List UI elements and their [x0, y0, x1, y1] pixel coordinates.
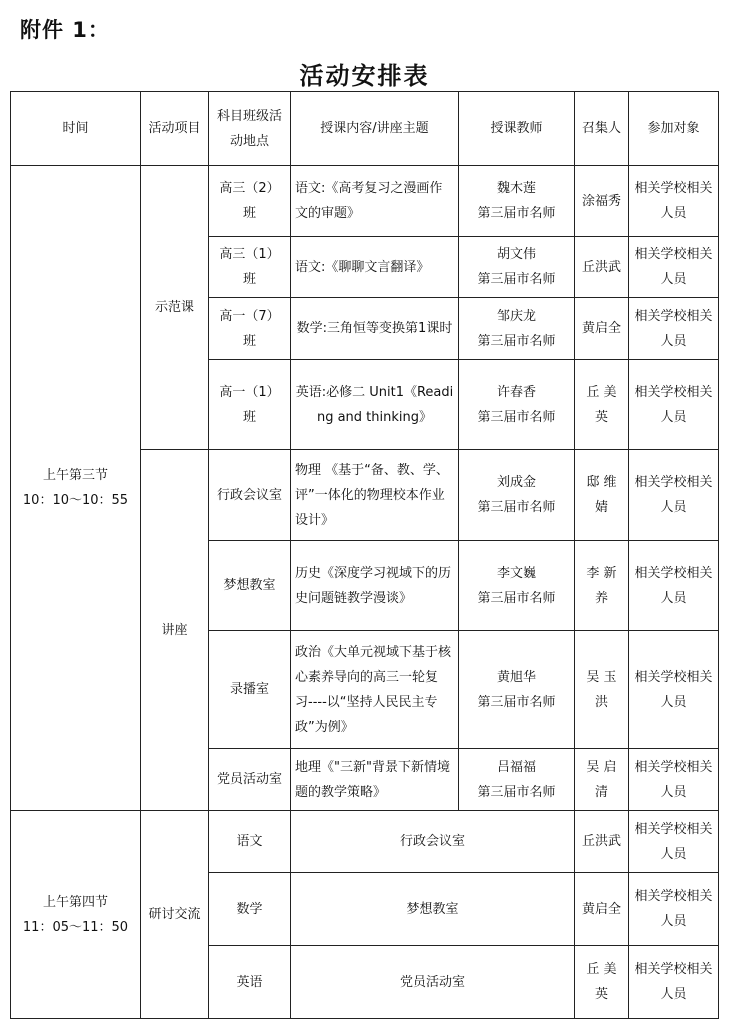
demo-content: 语文:《高考复习之漫画作文的审题》	[291, 166, 459, 237]
teacher-name: 魏木莲	[496, 181, 536, 196]
lecture-convener: 吴 启 清	[575, 749, 629, 811]
demo-convener: 丘 美 英	[575, 360, 629, 450]
teacher-name: 胡文伟	[496, 247, 536, 262]
activity-lecture: 讲座	[141, 450, 209, 811]
demo-participants: 相关学校相关人员	[629, 360, 719, 450]
seminar-convener: 黄启全	[575, 873, 629, 946]
lecture-content: 物理 《基于“备、教、学、评”一体化的物理校本作业设计》	[291, 450, 459, 541]
page-title: 活动安排表	[299, 62, 430, 90]
lecture-content: 政治《大单元视域下基于核心素养导向的高三一轮复习----以“坚持人民民主专政”为例》	[291, 631, 459, 749]
header-participants: 参加对象	[629, 92, 719, 166]
lecture-place: 行政会议室	[209, 450, 291, 541]
header-project: 活动项目	[141, 92, 209, 166]
lecture-convener: 吴 玉 洪	[575, 631, 629, 749]
lecture-teacher-cell	[459, 541, 575, 631]
teacher-name: 邹庆龙	[496, 308, 536, 324]
lecture-place: 录播室	[209, 631, 291, 749]
lecture-place: 梦想教室	[209, 541, 291, 631]
demo-teacher-cell	[459, 298, 575, 360]
session-third-cell	[11, 166, 141, 811]
demo-content: 语文:《聊聊文言翻译》	[291, 237, 459, 298]
demo-class: 高一（1）班	[209, 360, 291, 450]
seminar-participants: 相关学校相关人员	[629, 946, 719, 1019]
teacher-title: 第三届市名师	[477, 590, 556, 606]
demo-convener: 涂福秀	[575, 166, 629, 237]
demo-teacher-cell	[459, 360, 575, 450]
session-third-time: 10：10～10：55	[22, 493, 129, 508]
lecture-teacher-cell	[459, 631, 575, 749]
header-row	[11, 92, 719, 166]
seminar-subject: 语文	[209, 811, 291, 873]
session-fourth-name: 上午第四节	[42, 894, 108, 910]
seminar-subject: 英语	[209, 946, 291, 1019]
teacher-title: 第三届市名师	[477, 694, 556, 710]
table-row	[11, 166, 719, 237]
teacher-name: 李文巍	[496, 565, 536, 581]
demo-participants: 相关学校相关人员	[629, 237, 719, 298]
demo-content: 数学:三角恒等变换第1课时	[291, 298, 459, 360]
header-class-place: 科目班级活动地点	[209, 92, 291, 166]
session-fourth-cell	[11, 811, 141, 1019]
demo-class: 高三（1）班	[209, 237, 291, 298]
seminar-convener: 丘 美 英	[575, 946, 629, 1019]
seminar-convener: 丘洪武	[575, 811, 629, 873]
demo-participants: 相关学校相关人员	[629, 166, 719, 237]
teacher-name: 吕福福	[496, 759, 536, 775]
teacher-title: 第三届市名师	[477, 272, 556, 287]
header-time: 时间	[11, 92, 141, 166]
activity-seminar: 研讨交流	[141, 811, 209, 1019]
lecture-convener: 李 新 养	[575, 541, 629, 631]
seminar-place: 党员活动室	[291, 946, 575, 1019]
seminar-subject: 数学	[209, 873, 291, 946]
demo-teacher-cell	[459, 166, 575, 237]
teacher-title: 第三届市名师	[477, 500, 556, 515]
lecture-content: 地理《"三新"背景下新情境题的教学策略》	[291, 749, 459, 811]
lecture-convener: 邸 维 婧	[575, 450, 629, 541]
demo-teacher-cell	[459, 237, 575, 298]
lecture-place: 党员活动室	[209, 749, 291, 811]
lecture-teacher-cell	[459, 450, 575, 541]
session-third-name: 上午第三节	[42, 468, 108, 483]
table-row	[11, 811, 719, 873]
header-content: 授课内容/讲座主题	[291, 92, 459, 166]
teacher-name: 许春香	[496, 384, 536, 400]
demo-class: 高三（2）班	[209, 166, 291, 237]
teacher-title: 第三届市名师	[477, 784, 556, 800]
seminar-participants: 相关学校相关人员	[629, 811, 719, 873]
demo-convener: 黄启全	[575, 298, 629, 360]
activity-demo: 示范课	[141, 166, 209, 450]
demo-convener: 丘洪武	[575, 237, 629, 298]
teacher-name: 黄旭华	[496, 669, 536, 685]
seminar-participants: 相关学校相关人员	[629, 873, 719, 946]
teacher-title: 第三届市名师	[477, 333, 556, 349]
header-convener: 召集人	[575, 92, 629, 166]
attachment-label: 附件 1：	[20, 18, 110, 42]
demo-participants: 相关学校相关人员	[629, 298, 719, 360]
demo-class: 高一（7）班	[209, 298, 291, 360]
demo-content: 英语:必修二 Unit1《Reading and thinking》	[291, 360, 459, 450]
header-teacher: 授课教师	[459, 92, 575, 166]
teacher-title: 第三届市名师	[477, 409, 556, 425]
teacher-title: 第三届市名师	[477, 206, 556, 221]
lecture-participants: 相关学校相关人员	[629, 631, 719, 749]
lecture-content: 历史《深度学习视域下的历史问题链教学漫谈》	[291, 541, 459, 631]
lecture-participants: 相关学校相关人员	[629, 749, 719, 811]
seminar-place: 行政会议室	[291, 811, 575, 873]
seminar-place: 梦想教室	[291, 873, 575, 946]
lecture-teacher-cell	[459, 749, 575, 811]
lecture-participants: 相关学校相关人员	[629, 450, 719, 541]
session-fourth-time: 11：05～11：50	[22, 919, 129, 935]
schedule-table	[10, 91, 719, 1019]
lecture-participants: 相关学校相关人员	[629, 541, 719, 631]
teacher-name: 刘成金	[496, 475, 536, 490]
